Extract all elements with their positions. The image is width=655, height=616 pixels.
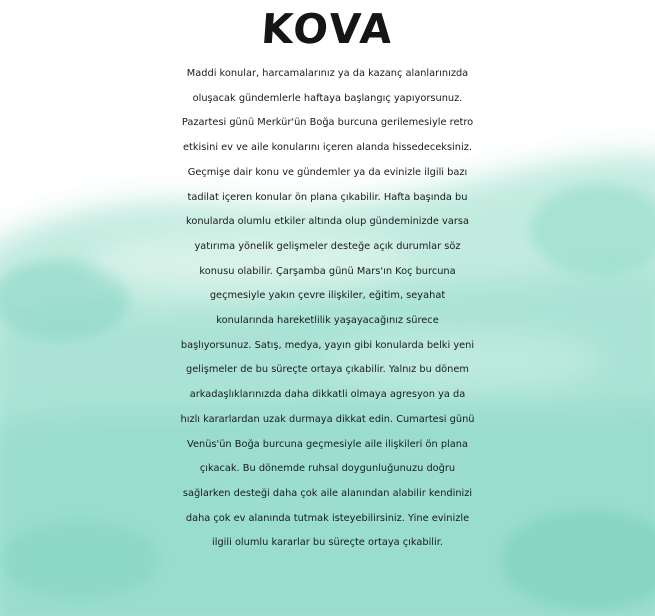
text-line: Maddi konular, harcamalarınız ya da kazanç alanlarınızda xyxy=(186,68,469,79)
text-line: gelişmeler de bu süreçte ortaya çıkabilir. Yalnız bu dönem xyxy=(186,364,469,376)
page-title: KOVA xyxy=(259,5,396,53)
text-line: oluşacak gündemlerle haftaya başlangıç yapıyorsunuz. xyxy=(192,92,463,104)
horoscope-paragraph xyxy=(0,62,655,556)
text-line: sağlarken desteği daha çok aile alanından alabilir kendinizi xyxy=(182,487,473,499)
text-line: etkisini ev ve aile konularını içeren alanda hissedeceksiniz. xyxy=(183,142,472,154)
text-line: konusu olabilir. Çarşamba günü Mars'ın Koç burcuna xyxy=(199,265,456,277)
text-line: yatırıma yönelik gelişmeler desteğe açık durumlar söz xyxy=(194,240,461,252)
text-line: konularında hareketlilik yaşayacağınız sürece xyxy=(216,315,439,327)
text-line: başlıyorsunuz. Satış, medya, yayın gibi konularda belki yeni xyxy=(180,339,475,351)
text-line: arkadaşlıklarınızda daha dikkatli olmaya agresyon ya da xyxy=(189,389,466,401)
text-line: çıkacak. Bu dönemde ruhsal doygunluğunuzu doğru xyxy=(199,463,456,475)
text-line: Pazartesi günü Merkür'ün Boğa burcuna gerilemesiyle retro xyxy=(181,117,474,129)
text-line: geçmesiyle yakın çevre ilişkiler, eğitim, seyahat xyxy=(209,290,446,302)
text-line: Venüs'ün Boğa burcuna geçmesiyle aile ilişkileri ön plana xyxy=(187,438,468,450)
text-line: hızlı kararlardan uzak durmaya dikkat edin. Cumartesi günü xyxy=(180,413,475,425)
text-line: Geçmişe dair konu ve gündemler ya da evinizle ilgili bazı xyxy=(187,166,468,178)
text-line: konularda olumlu etkiler altında olup gündeminizde varsa xyxy=(186,216,469,228)
text-line: tadilat içeren konular ön plana çıkabilir. Hafta başında bu xyxy=(187,191,468,203)
text-line: ilgili olumlu kararlar bu süreçte ortaya çıkabilir. xyxy=(212,537,443,549)
text-line: daha çok ev alanında tutmak isteyebilirsiniz. Yine evinizle xyxy=(185,512,470,524)
